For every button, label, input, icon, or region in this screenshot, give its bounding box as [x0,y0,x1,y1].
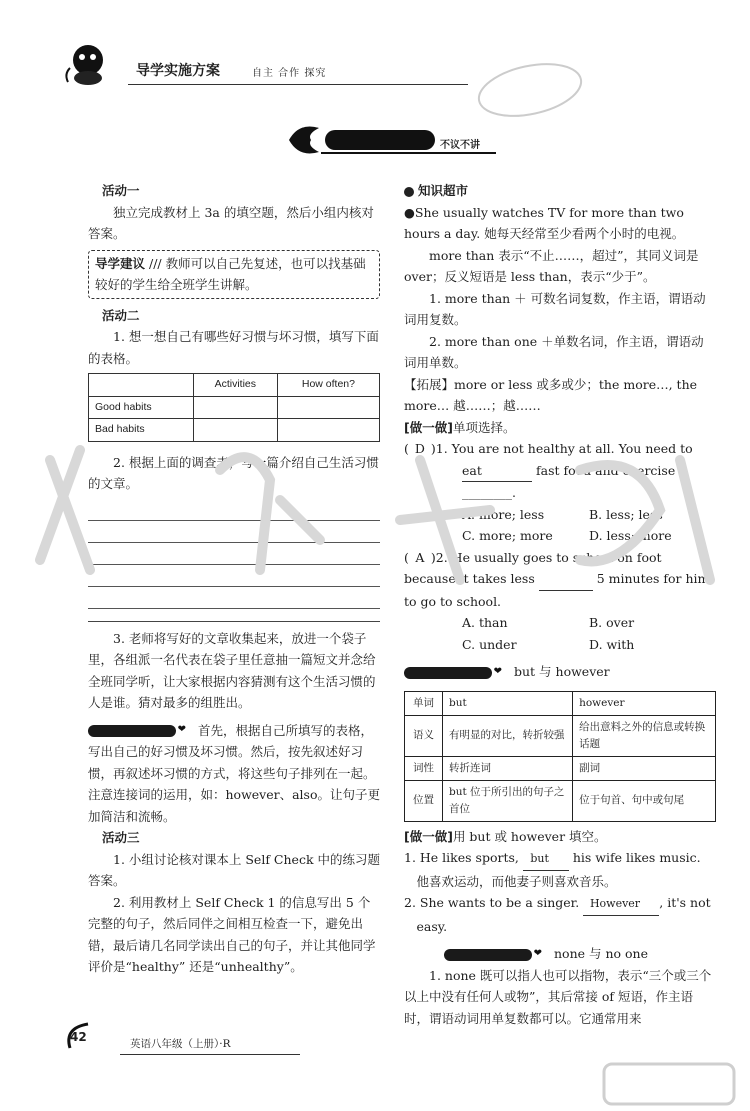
answer-1[interactable]: D [414,441,425,456]
fill-2-answer[interactable]: However [583,893,659,916]
footer-rule [120,1054,300,1055]
none-text: 1. none 既可以指人也可以指物，表示“三个或三个以上中没有任何人或物”，其后常接 of 短语，作主语时，谓语动词用单复数都可以。它通常用来 [404,967,712,1026]
option[interactable]: A. than [462,615,508,630]
table-cell: 词性 [405,756,443,780]
page-number-swirl-icon [60,1018,120,1058]
fill-label: [做一做] [404,828,453,844]
explain-2: 1. more than ＋ 可数名词复数，作主语，谓语动词用复数。 [404,290,706,327]
table-cell[interactable] [277,419,379,442]
table-cell: but [443,691,573,715]
table-cell: 副词 [573,756,716,780]
question-1-options [404,504,716,547]
explain-3: 2. more than one ＋单数名词，作主语，谓语动词用单数。 [404,333,704,370]
fill-header [404,826,716,848]
option[interactable]: C. more; more [462,528,553,543]
activity-3-title: 活动三 [102,830,140,845]
fill-question-1 [404,847,716,892]
table-header-empty [89,374,194,397]
mascot-logo [62,40,118,88]
activity-2-question-1: 1. 想一想自己有哪些好习惯与坏习惯，填写下面的表格。 [88,329,379,366]
question-1-text-c: ________. [462,485,516,500]
writing-line[interactable] [88,499,380,521]
table-cell[interactable] [193,396,277,419]
table-cell: 单词 [405,691,443,715]
section-title: 知识超市 [417,183,468,198]
table-cell[interactable] [277,396,379,419]
fill-1-text-a: 1. He likes sports, [404,850,519,865]
table-cell: 位置 [405,780,443,821]
activity-2-title: 活动二 [102,307,140,323]
blank-2[interactable] [539,568,593,591]
writing-line[interactable] [88,521,380,543]
question-1-text-b: fast food and exercise [535,462,676,478]
table-cell: 有明显的对比，转折较强 [443,715,573,756]
writing-line[interactable] [88,565,380,587]
table-cell: 给出意料之外的信息或转换话题 [573,715,716,756]
question-1: ( D )1. You are not healthy at all. You need to eat fast food and exercise ________. A. more; less B. less; less C. more; more D. less; more [404,438,716,547]
book-title: 英语八年级（上册）·R [130,1038,231,1050]
fill-2-text-a: 2. She wants to be a singer. [404,895,580,910]
option[interactable]: A. more; less [462,506,545,522]
none-header [404,943,716,965]
activity-1-title: 活动一 [102,183,140,198]
table-cell: 位于句首、句中或句尾 [573,780,716,821]
bullet-icon [404,187,414,197]
practice-header [404,417,716,439]
redacted-tag [444,949,532,961]
knowledge-section-header [404,180,716,202]
habits-table [88,373,380,442]
blank-1[interactable]: eat [462,460,532,483]
table-cell: however [573,691,716,715]
activity-1-text: 独立完成教材上 3a 的填空题，然后小组内核对答案。 [88,204,374,241]
fill-question-2 [404,892,716,937]
answer-2[interactable]: A [415,549,425,565]
question-2: ( A )2. He usually goes to school on foot because it takes less 5 minutes for him to go to school. A. than B. over C. under D. with [404,547,716,656]
table-row-bad-habits: Bad habits [89,419,194,442]
page-number: 42 [70,1030,87,1044]
compare-header [404,661,716,683]
faded-stamp [470,60,590,120]
table-header-activities: Activities [193,374,277,397]
option[interactable]: D. less; more [589,528,672,543]
writing-line[interactable] [88,543,380,565]
table-cell[interactable] [193,419,277,442]
writing-line[interactable] [88,587,380,609]
table-header-how-often: How often? [277,374,379,397]
option[interactable]: C. under [462,636,517,652]
header-rule [128,84,468,85]
fill-2-text-b: , it's not easy. [416,895,711,934]
banner-label: 不议不讲 [440,140,480,151]
suggestion-label: 导学建议 [95,255,146,271]
question-2-text-a: 2. He usually goes to school on foot because it takes less [404,549,662,586]
question-2-text-b: 5 minutes for him to go to school. [404,571,710,609]
compare-table [404,691,716,822]
question-2-options [404,612,716,655]
left-column [88,180,380,978]
divider [88,621,380,622]
activity-3-question-1: 1. 小组讨论核对课本上 Self Check 中的练习题答案。 [88,851,380,888]
option[interactable]: D. with [589,636,635,652]
expand-note: 【拓展】more or less 或多或少；the more…, the more… 越……；越…… [404,376,698,413]
practice-label: [做一做] [404,419,453,435]
activity-2-question-2: 2. 根据上面的调查表，写一篇介绍自己生活习惯的文章。 [88,454,379,491]
watermark-logo [600,1060,740,1108]
right-column [404,180,716,1029]
header-title: 导学实施方案 [136,63,220,79]
table-row-good-habits: Good habits [89,396,194,419]
fill-1-answer[interactable]: but [523,848,569,871]
option[interactable]: B. less; less [589,506,663,522]
compare-title: but 与 however [514,664,610,679]
explain-1: more than 表示“不止……，超过”，其同义词是 over；反义短语是 less than，表示“少于”。 [404,247,699,284]
suggestion-box [88,250,380,299]
table-cell: 转折连词 [443,756,573,780]
option[interactable]: B. over [589,615,635,630]
tip-text: 首先，根据自己所填写的表格，写出自己的好习惯及坏习惯。然后，按先叙述好习惯，再叙述坏习惯的方式，将这些句子排列在一起。注意连接词的运用，如：however、also。让句子更加简洁和流畅。 [88,722,380,824]
header-subtitle: 自主 合作 探究 [252,68,327,79]
redacted-tag [88,725,176,737]
activity-2-question-3: 3. 老师将写好的文章收集起来，放进一个袋子里，各组派一名代表在袋子里任意抽一篇短文并念给全班同学听，让大家根据内容猜测有这个生活习惯的人是谁。猜对最多的组胜出。 [88,630,376,710]
example-sentence: ●She usually watches TV for more than two hours a day. 她每天经常至少看两个小时的电视。 [404,204,685,241]
table-cell: but 位于所引出的句子之首位 [443,780,573,821]
tip-block [88,720,380,828]
redacted-tag [404,667,492,679]
practice-title: 单项选择。 [452,419,516,435]
fill-title: 用 but 或 however 填空。 [452,828,607,844]
activity-3-question-2: 2. 利用教材上 Self Check 1 的信息写出 5 个完整的句子，然后同伴之间相互检查一下，避免出错，最后请几名同学读出自己的句子，并让其他同学评价是“healthy” 还是“unhealthy”。 [88,894,376,974]
none-title: none 与 no one [554,946,648,961]
fill-1-text-b: his wife likes music. 他喜欢运动，而他妻子则喜欢音乐。 [416,850,701,889]
suggestion-text: 教师可以自己先复述，也可以找基础较好的学生给全班学生讲解。 [95,255,366,292]
slash-icon: /// [149,255,166,271]
question-1-text-a: 1. You are not healthy at all. You need to [435,441,693,456]
table-cell: 语义 [405,715,443,756]
writing-lines[interactable] [88,499,380,609]
